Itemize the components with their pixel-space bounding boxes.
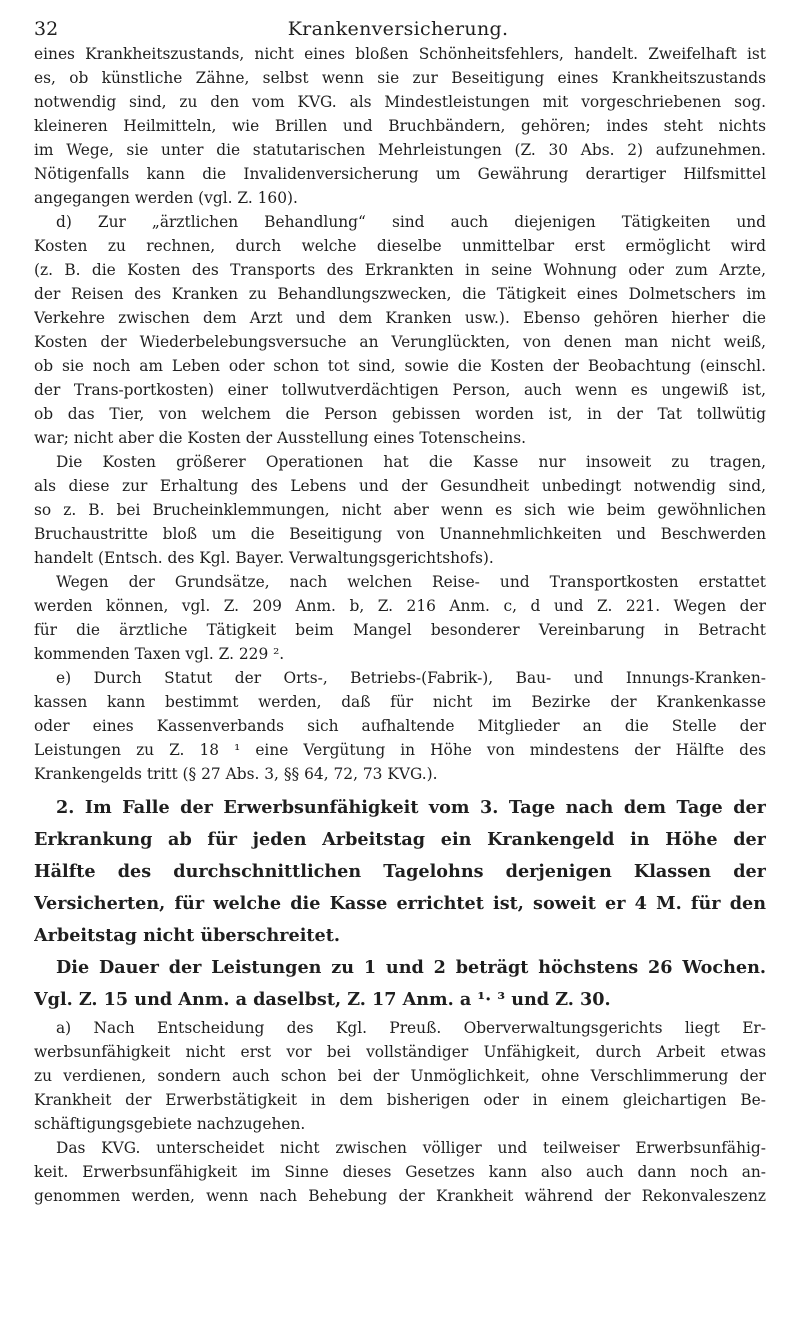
text-line: d) Zur „ärztlichen Behandlung“ sind auch diejenigen Tätigkeiten und [56, 213, 766, 231]
text-line: genommen werden, wenn nach Behebung der Krankheit während der Rekonvaleszenz [34, 1187, 766, 1205]
text-line: angegangen werden (vgl. Z. 160). [34, 189, 298, 207]
text-line: eines Krankheitszustands, nicht eines bloßen Schönheitsfehlers, handelt. Zweifelhaft ist [34, 45, 766, 63]
text-line: der Trans-portkosten) einer tollwutverdächtigen Person, auch wenn es ungewiß ist, [34, 381, 766, 399]
text-line: Nötigenfalls kann die Invalidenversicherung um Gewährung derartiger Hilfsmittel [34, 165, 766, 183]
paragraph-operations [34, 450, 766, 570]
text-line: Krankengelds tritt (§ 27 Abs. 3, §§ 64, 72, 73 KVG.). [34, 765, 438, 783]
text-line: Verkehre zwischen dem Arzt und dem Kranken usw.). Ebenso gehören hierher die [34, 309, 766, 327]
text-line: handelt (Entsch. des Kgl. Bayer. Verwaltungsgerichtshofs). [34, 549, 494, 567]
section-line: Vgl. Z. 15 und Anm. a daselbst, Z. 17 Anm. a ¹· ³ und Z. 30. [34, 989, 611, 1010]
text-line: als diese zur Erhaltung des Lebens und der Gesundheit unbedingt notwendig sind, [34, 477, 766, 495]
section-line: Die Dauer der Leistungen zu 1 und 2 beträgt höchstens 26 Wochen. [56, 957, 766, 978]
text-line: Kosten zu rechnen, durch welche dieselbe unmittelbar erst ermöglicht wird [34, 237, 766, 255]
section-line: Versicherten, für welche die Kasse errichtet ist, soweit er 4 M. für den [34, 893, 766, 914]
text-line: werbsunfähigkeit nicht erst vor bei vollständiger Unfähigkeit, durch Arbeit etwas [34, 1043, 766, 1061]
text-line: schäftigungsgebiete nachzugehen. [34, 1115, 306, 1133]
text-line: notwendig sind, zu den vom KVG. als Mindestleistungen mit vorgeschriebenen sog. [34, 93, 766, 111]
section-line: Hälfte des durchschnittlichen Tagelohns derjenigen Klassen der [34, 861, 766, 882]
text-line: es, ob künstliche Zähne, selbst wenn sie zur Beseitigung eines Krankheitszustands [34, 69, 766, 87]
text-line: e) Durch Statut der Orts-, Betriebs-(Fabrik-), Bau- und Innungs-Kranken- [56, 669, 766, 687]
text-line: Wegen der Grundsätze, nach welchen Reise- und Transportkosten erstattet [56, 573, 766, 591]
page-header [34, 8, 762, 42]
text-line: der Reisen des Kranken zu Behandlungszwecken, die Tätigkeit eines Dolmetschers im [34, 285, 766, 303]
text-line: zu verdienen, sondern auch schon bei der Unmöglichkeit, ohne Verschlimmerung der [34, 1067, 766, 1085]
text-line: im Wege, sie unter die statutarischen Mehrleistungen (Z. 30 Abs. 2) aufzunehmen. [34, 141, 766, 159]
page-body [34, 42, 766, 1208]
text-line: kassen kann bestimmt werden, daß für nicht im Bezirke der Krankenkasse [34, 693, 766, 711]
paragraph-travel-costs [34, 570, 766, 666]
text-line: oder eines Kassenverbands sich aufhaltende Mitglieder an die Stelle der [34, 717, 766, 735]
text-line: Die Kosten größerer Operationen hat die Kasse nur insoweit zu tragen, [56, 453, 766, 471]
text-line: so z. B. bei Brucheinklemmungen, nicht aber wenn es sich wie beim gewöhnlichen [34, 501, 766, 519]
paragraph-e [34, 666, 766, 786]
text-line: werden können, vgl. Z. 209 Anm. b, Z. 216 Anm. c, d und Z. 221. Wegen der [34, 597, 766, 615]
paragraph-d [34, 210, 766, 450]
text-line: Leistungen zu Z. 18 ¹ eine Vergütung in Höhe von mindestens der Hälfte des [34, 741, 766, 759]
section-line: Erkrankung ab für jeden Arbeitstag ein Krankengeld in Höhe der [34, 829, 766, 850]
section-line: 2. Im Falle der Erwerbsunfähigkeit vom 3. Tage nach dem Tage der [56, 797, 766, 818]
section-line: Arbeitstag nicht überschreitet. [34, 925, 341, 946]
text-line: Bruchaustritte bloß um die Beseitigung von Unannehmlichkeiten und Beschwerden [34, 525, 766, 543]
text-line: ob das Tier, von welchem die Person gebissen worden ist, in der Tat tollwütig [34, 405, 766, 423]
running-title: Krankenversicherung. [287, 18, 509, 40]
paragraph-a [34, 1016, 766, 1136]
text-line: kleineren Heilmitteln, wie Brillen und Bruchbändern, gehören; indes steht nichts [34, 117, 766, 135]
paragraph-kvg [34, 1136, 766, 1208]
page-number: 32 [34, 18, 59, 40]
text-line: Das KVG. unterscheidet nicht zwischen völliger und teilweiser Erwerbsunfähig- [56, 1139, 766, 1157]
section-2-sick-pay [34, 792, 766, 1016]
paragraph-intro [34, 42, 766, 210]
text-line: für die ärztliche Tätigkeit beim Mangel besonderer Vereinbarung in Betracht [34, 621, 766, 639]
text-line: (z. B. die Kosten des Transports des Erkrankten in seine Wohnung oder zum Arzte, [34, 261, 766, 279]
text-line: ob sie noch am Leben oder schon tot sind, sowie die Kosten der Beobachtung (einschl. [34, 357, 766, 375]
text-line: Kosten der Wiederbelebungsversuche an Verunglückten, von denen man nicht weiß, [34, 333, 766, 351]
text-line: Krankheit der Erwerbstätigkeit in dem bisherigen oder in einem gleichartigen Be- [34, 1091, 766, 1109]
text-line: kommenden Taxen vgl. Z. 229 ². [34, 645, 285, 663]
text-line: a) Nach Entscheidung des Kgl. Preuß. Oberverwaltungsgerichts liegt Er- [56, 1019, 766, 1037]
text-line: war; nicht aber die Kosten der Ausstellung eines Totenscheins. [34, 429, 527, 447]
text-line: keit. Erwerbsunfähigkeit im Sinne dieses Gesetzes kann also auch dann noch an- [34, 1163, 766, 1181]
